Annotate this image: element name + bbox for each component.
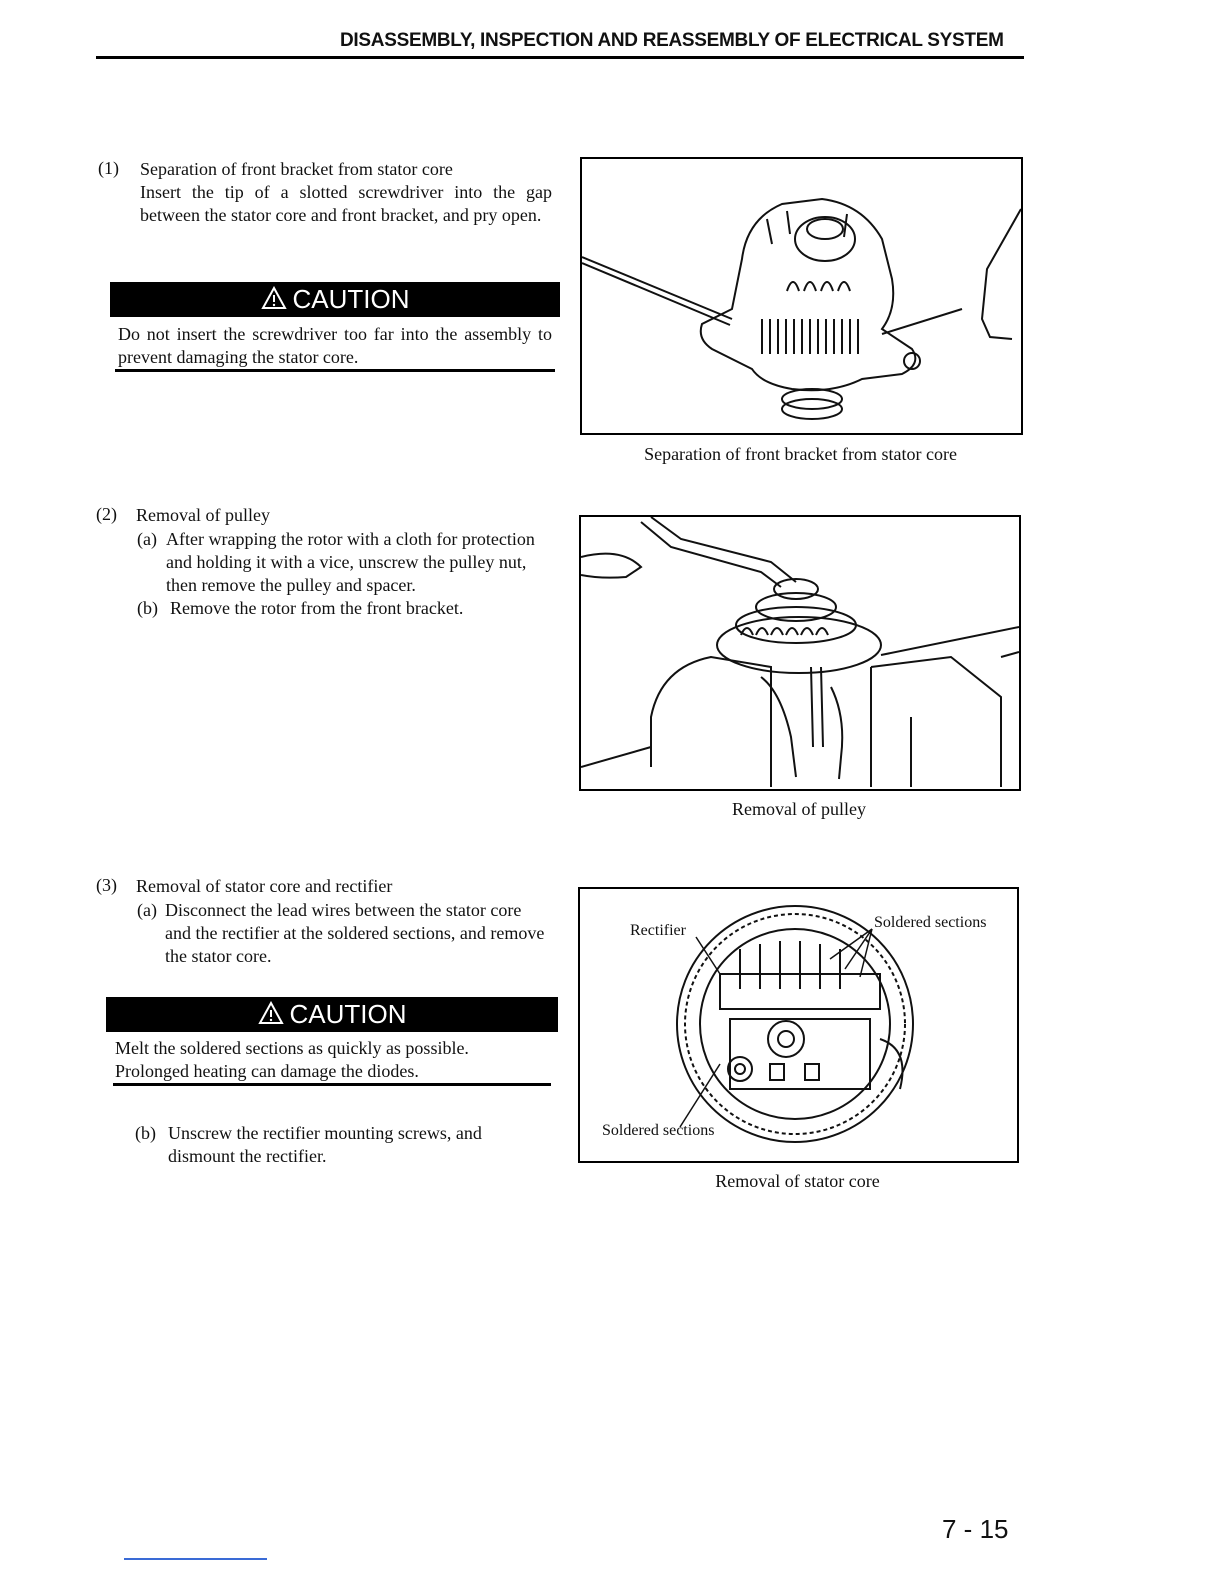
figure-stator-core-removal: [578, 887, 1019, 1163]
section-3-item-b-marker: (b): [135, 1123, 156, 1143]
label-soldered-sections-top: Soldered sections: [874, 914, 987, 931]
warning-triangle-icon: [261, 282, 287, 317]
section-2-item-a-text: After wrapping the rotor with a cloth for protection and holding it with a vice, unscrew the pulley nut, then remove the pulley and spacer.: [166, 529, 535, 595]
header-rule: [96, 56, 1024, 59]
stator-rectifier-illustration: [580, 889, 1017, 1161]
section-2-number: (2): [96, 504, 117, 524]
figure-3-caption: Removal of stator core: [715, 1171, 880, 1191]
section-2-item-b-text: Remove the rotor from the front bracket.: [170, 598, 464, 618]
page-number: 7 - 15: [942, 1514, 1009, 1544]
caution-banner-2: [106, 997, 558, 1032]
section-2-item-b-marker: (b): [137, 598, 158, 618]
section-1-title: Separation of front bracket from stator core: [140, 159, 453, 179]
section-3-number: (3): [96, 875, 117, 895]
section-1-number: (1): [98, 158, 119, 178]
caution-rule-2: [113, 1083, 551, 1086]
section-3-title: Removal of stator core and rectifier: [136, 876, 393, 896]
figure-pulley-removal: [579, 515, 1021, 791]
section-3-item-a-marker: (a): [137, 900, 157, 920]
section-2-title: Removal of pulley: [136, 505, 270, 525]
section-3-item-b-text: Unscrew the rectifier mounting screws, and dismount the rectifier.: [168, 1123, 482, 1166]
caution-label-2: CAUTION: [289, 999, 407, 1029]
label-soldered-sections-bottom: Soldered sections: [602, 1122, 715, 1139]
pulley-vice-illustration: [581, 517, 1019, 789]
section-1-body: Insert the tip of a slotted screwdriver into the gap between the stator core and front bracket, and pry open.: [140, 182, 552, 225]
footer-blue-line: [124, 1558, 267, 1560]
figure-2-caption: Removal of pulley: [732, 799, 866, 819]
caution-text-1: Do not insert the screwdriver too far into the assembly to prevent damaging the stator core.: [118, 324, 552, 367]
caution-banner-1: [110, 282, 560, 317]
warning-triangle-icon: [258, 997, 284, 1032]
label-rectifier: Rectifier: [630, 922, 686, 939]
page-header-title: DISASSEMBLY, INSPECTION AND REASSEMBLY OF ELECTRICAL SYSTEM: [340, 30, 1004, 51]
alternator-screwdriver-illustration: [582, 159, 1021, 433]
figure-1-caption: Separation of front bracket from stator core: [644, 444, 957, 464]
caution-rule-1: [115, 369, 555, 372]
caution-label-1: CAUTION: [292, 284, 410, 314]
section-3-item-a-text: Disconnect the lead wires between the stator core and the rectifier at the soldered sections, and remove the stator core.: [165, 900, 545, 966]
section-2-item-a-marker: (a): [137, 529, 157, 549]
figure-alternator-separation: [580, 157, 1023, 435]
caution-text-2: Melt the soldered sections as quickly as possible. Prolonged heating can damage the diodes.: [115, 1038, 469, 1081]
